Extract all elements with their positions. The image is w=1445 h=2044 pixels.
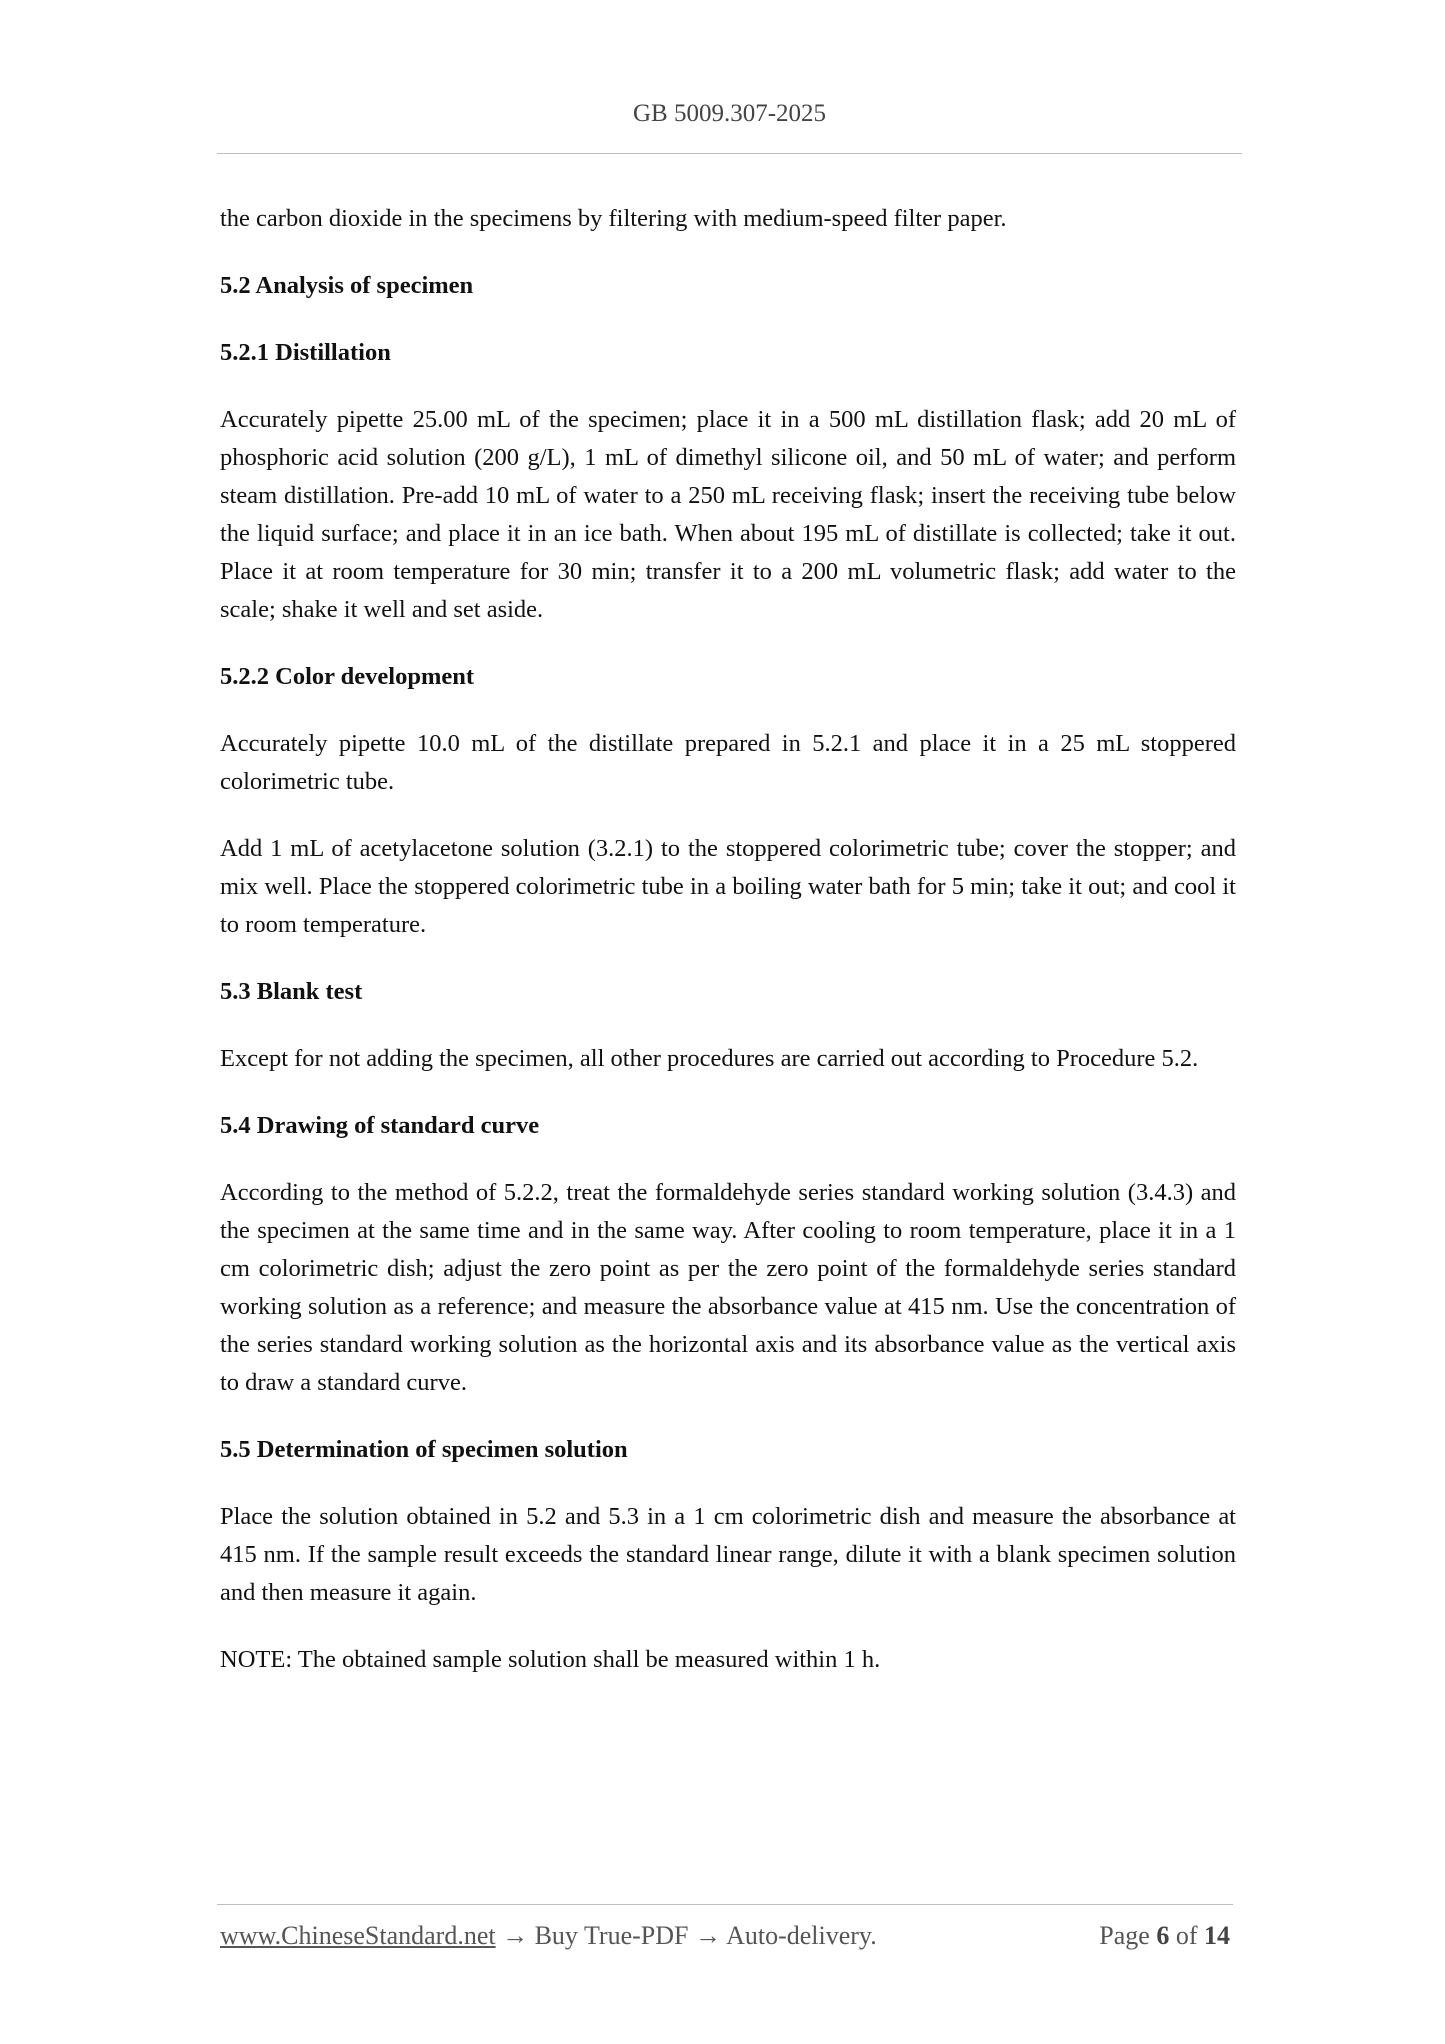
document-header-code: GB 5009.307-2025 <box>632 100 827 127</box>
site-link[interactable]: www.ChineseStandard.net <box>220 1921 496 1950</box>
footer-divider <box>217 1904 1233 1905</box>
paragraph-note: NOTE: The obtained sample solution shall be measured within 1 h. <box>220 1646 881 1673</box>
section-heading-5-5: 5.5 Determination of specimen solution <box>220 1436 628 1463</box>
header-divider <box>217 153 1242 154</box>
arrow-right-icon: → <box>695 1921 721 1950</box>
paragraph-distillation: Accurately pipette 25.00 mL of the specimen; place it in a 500 mL distillation flask; add 20 mL of phosphoric acid solution (200 g/L), 1 mL of dimethyl silicone oil, and 50 mL of water; and perform steam distillation. Pre-add 10 mL of water to a 250 mL receiving flask; insert the receiving tube below the liquid surface; and place it in an ice bath. When about 195 mL of distillate is collected; take it out. Place it at room temperature for 30 min; transfer it to a 200 mL volumetric flask; add water to the scale; shake it well and set aside. <box>220 406 1236 623</box>
page-of-label: of <box>1175 1921 1198 1950</box>
page-footer <box>220 1921 1230 1951</box>
page-current: 6 <box>1156 1921 1170 1950</box>
document-body <box>220 200 1236 1708</box>
page-number <box>1099 1921 1230 1951</box>
section-heading-5-2-1: 5.2.1 Distillation <box>220 339 391 366</box>
section-heading-5-3: 5.3 Blank test <box>220 978 363 1005</box>
section-heading-5-2-2: 5.2.2 Color development <box>220 663 475 690</box>
section-heading-5-2: 5.2 Analysis of specimen <box>220 272 474 299</box>
paragraph-blank-test: Except for not adding the specimen, all other procedures are carried out according to Procedure 5.2. <box>220 1045 1199 1072</box>
paragraph-color-development-2: Add 1 mL of acetylacetone solution (3.2.1) to the stoppered colorimetric tube; cover the stopper; and mix well. Place the stoppered colorimetric tube in a boiling water bath for 5 min; take it out; and cool it to room temperature. <box>220 835 1236 938</box>
page-total: 14 <box>1204 1921 1230 1950</box>
page-label: Page <box>1099 1921 1150 1950</box>
paragraph-continuation: the carbon dioxide in the specimens by filtering with medium-speed filter paper. <box>220 205 1007 232</box>
auto-delivery-text: Auto-delivery. <box>726 1921 877 1950</box>
section-heading-5-4: 5.4 Drawing of standard curve <box>220 1112 540 1139</box>
arrow-right-icon: → <box>502 1921 529 1950</box>
paragraph-specimen-determination: Place the solution obtained in 5.2 and 5.3 in a 1 cm colorimetric dish and measure the absorbance at 415 nm. If the sample result exceeds the standard linear range, dilute it with a blank specimen solution and then measure it again. <box>220 1503 1236 1606</box>
paragraph-color-development-1: Accurately pipette 10.0 mL of the distillate prepared in 5.2.1 and place it in a 25 mL stoppered colorimetric tube. <box>220 730 1236 795</box>
paragraph-standard-curve: According to the method of 5.2.2, treat the formaldehyde series standard working solution (3.4.3) and the specimen at the same time and in the same way. After cooling to room temperature, place it in a 1 cm colorimetric dish; adjust the zero point as per the zero point of the formaldehyde series standard working solution as a reference; and measure the absorbance value at 415 nm. Use the concentration of the series standard working solution as the horizontal axis and its absorbance value as the vertical axis to draw a standard curve. <box>220 1179 1236 1396</box>
buy-true-pdf-text: Buy True-PDF <box>534 1921 689 1950</box>
